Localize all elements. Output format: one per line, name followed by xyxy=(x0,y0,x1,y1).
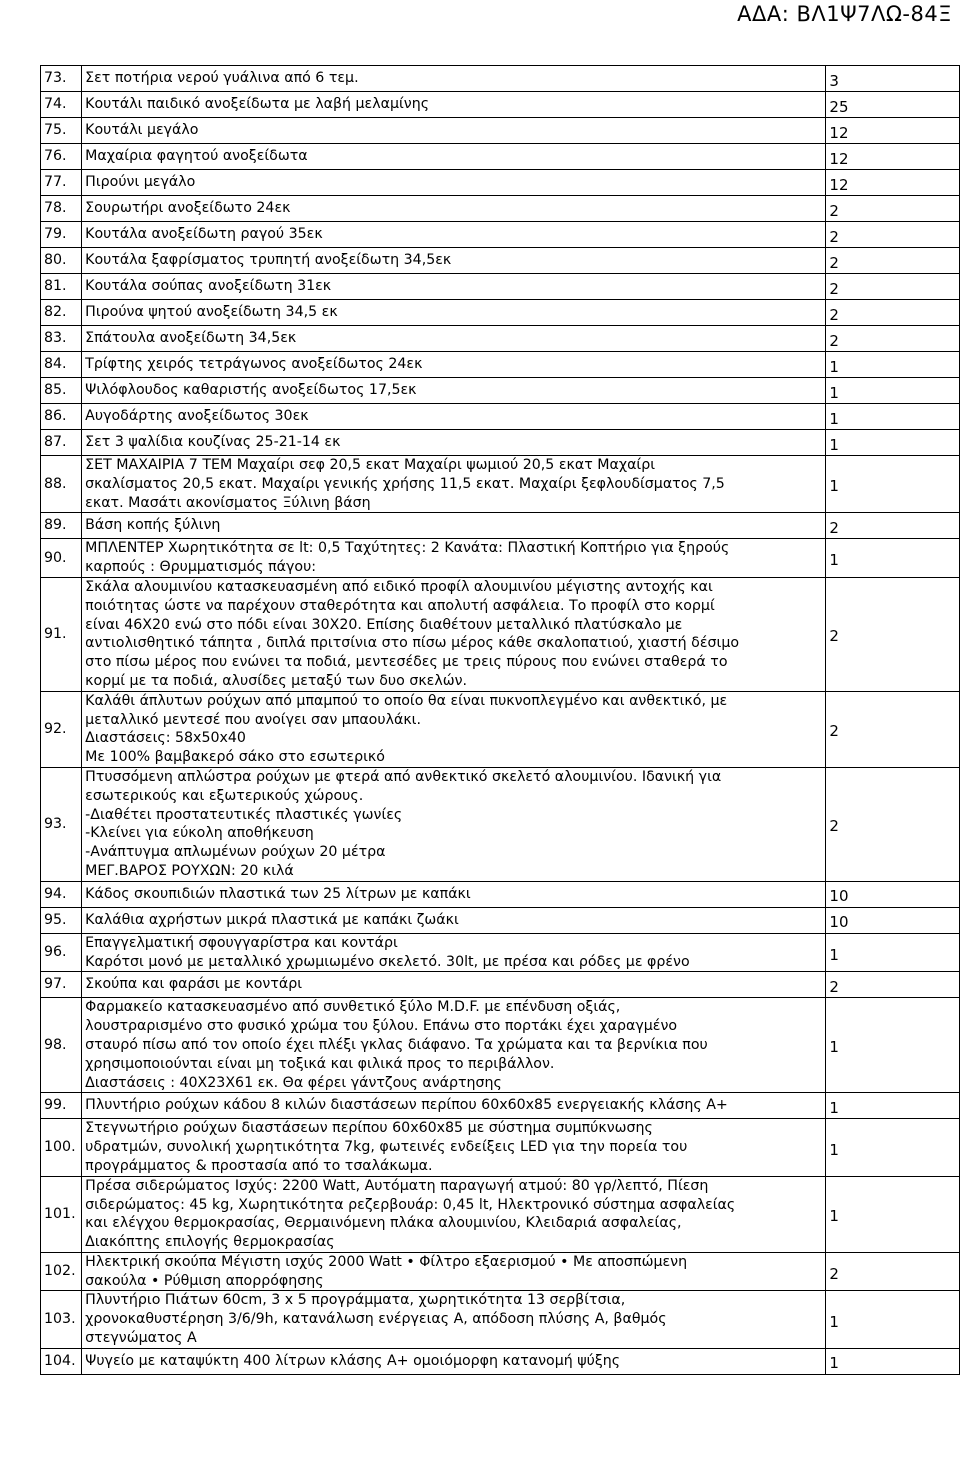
table-row xyxy=(41,1119,960,1176)
description-line: στο πίσω μέρος που ενώνει τα ποδιά, μεντεσέδες με τρεις πύρους που ενώνει σταθερά το xyxy=(85,654,728,671)
item-description xyxy=(82,248,826,274)
description-line: σκαλίσματος 20,5 εκατ. Μαχαίρι γενικής χρήσης 11,5 εκατ. Μαχαίρι ξεφλουδίσματος 7,5 xyxy=(85,475,725,492)
quantity-value: 12 xyxy=(829,123,849,142)
item-quantity xyxy=(826,1119,960,1176)
item-number: 82. xyxy=(41,300,82,326)
item-quantity xyxy=(826,92,960,118)
quantity-value: 2 xyxy=(829,305,839,324)
item-quantity xyxy=(826,881,960,907)
description-line: υδρατμών, συνολική χωρητικότητα 7kg, φωτεινές ενδείξεις LED για την πορεία του xyxy=(85,1139,688,1156)
quantity-value: 2 xyxy=(829,518,839,537)
description-line: καρπούς : Θρυμματισμός πάγου: xyxy=(85,559,317,576)
table-row xyxy=(41,430,960,456)
table-row xyxy=(41,577,960,691)
table-row xyxy=(41,513,960,539)
item-description xyxy=(82,972,826,998)
description-line: Φαρμακείο κατασκευασμένο από συνθετικό ξύλο M.D.F. με επένδυση οξιάς, xyxy=(85,999,621,1016)
table-row xyxy=(41,998,960,1093)
item-quantity xyxy=(826,300,960,326)
table-row xyxy=(41,144,960,170)
quantity-value: 2 xyxy=(829,253,839,272)
item-number: 85. xyxy=(41,378,82,404)
table-row xyxy=(41,539,960,578)
item-quantity xyxy=(826,118,960,144)
item-number: 99. xyxy=(41,1093,82,1119)
table-row xyxy=(41,378,960,404)
quantity-value: 1 xyxy=(829,1140,839,1159)
description-line: -Ανάπτυγμα απλωμένων ρούχων 20 μέτρα xyxy=(85,844,386,861)
item-description xyxy=(82,767,826,881)
quantity-value: 1 xyxy=(829,1312,839,1331)
item-number: 80. xyxy=(41,248,82,274)
item-description xyxy=(82,1176,826,1252)
item-number: 86. xyxy=(41,404,82,430)
quantity-value: 3 xyxy=(829,71,839,90)
description-line: μεταλλικό μεντεσέ που ανοίγει σαν μπαουλάκι. xyxy=(85,711,421,728)
table-row xyxy=(41,300,960,326)
item-description xyxy=(82,456,826,513)
quantity-value: 1 xyxy=(829,1354,839,1373)
item-quantity xyxy=(826,1291,960,1348)
quantity-value: 1 xyxy=(829,945,839,964)
item-description xyxy=(82,881,826,907)
description-line: Κουτάλι μεγάλο xyxy=(85,122,199,139)
description-line: και ελέγχου θερμοκρασίας, Θερμαινόμενη πλάκα αλουμινίου, Κλειδαριά ασφαλείας, xyxy=(85,1215,682,1232)
description-line: Διαστάσεις: 58x50x40 xyxy=(85,730,246,747)
description-line: σακούλα • Ρύθμιση απορρόφησης xyxy=(85,1272,324,1289)
quantity-value: 2 xyxy=(829,201,839,220)
table-row xyxy=(41,170,960,196)
ada-code: ΑΔΑ: ΒΛ1Ψ7ΛΩ-84Ξ xyxy=(737,2,952,26)
description-line: Κουτάλα ξαφρίσματος τρυπητή ανοξείδωτη 34,5εκ xyxy=(85,252,452,269)
description-line: Κουτάλα ανοξείδωτη ραγού 35εκ xyxy=(85,226,323,243)
item-quantity xyxy=(826,170,960,196)
item-description xyxy=(82,1093,826,1119)
table-row xyxy=(41,274,960,300)
quantity-value: 2 xyxy=(829,331,839,350)
description-line: κορμί με τα ποδιά, αλυσίδες μεταξύ των δυο σκελών. xyxy=(85,672,468,689)
table-row xyxy=(41,1176,960,1252)
item-quantity xyxy=(826,907,960,933)
item-number: 74. xyxy=(41,92,82,118)
item-description xyxy=(82,1119,826,1176)
description-line: Σπάτουλα ανοξείδωτη 34,5εκ xyxy=(85,330,297,347)
item-description xyxy=(82,92,826,118)
item-number: 98. xyxy=(41,998,82,1093)
item-quantity xyxy=(826,972,960,998)
quantity-value: 10 xyxy=(829,913,849,932)
description-line: Σκούπα και φαράσι με κοντάρι xyxy=(85,976,303,993)
items-table xyxy=(40,65,960,1375)
item-quantity xyxy=(826,326,960,352)
description-line: Πρέσα σιδερώματος Ισχύς: 2200 Watt, Αυτόματη παραγωγή ατμού: 80 γρ/λεπτό, Πίεση xyxy=(85,1177,709,1194)
description-line: Κουτάλα σούπας ανοξείδωτη 31εκ xyxy=(85,278,332,295)
description-line: αντιολισθητικό τάπητα , διπλά πριτσίνια στο πίσω μέρος κάθε σκαλοπατιού, χιαστή δέσιμο xyxy=(85,635,740,652)
item-quantity xyxy=(826,691,960,767)
item-quantity xyxy=(826,404,960,430)
item-number: 96. xyxy=(41,933,82,972)
item-description xyxy=(82,539,826,578)
item-number: 89. xyxy=(41,513,82,539)
description-line: ΣΕΤ ΜΑΧΑΙΡΙΑ 7 ΤΕΜ Μαχαίρι σεφ 20,5 εκατ Μαχαίρι ψωμιού 20,5 εκατ Μαχαίρι xyxy=(85,457,656,473)
item-description xyxy=(82,933,826,972)
table-row xyxy=(41,456,960,513)
quantity-value: 1 xyxy=(829,409,839,428)
description-line: Επαγγελματική σφουγγαρίστρα και κοντάρι xyxy=(85,934,398,951)
item-quantity xyxy=(826,1093,960,1119)
item-number: 73. xyxy=(41,66,82,92)
description-line: ποιότητας ώστε να παρέχουν σταθερότητα και απολυτή ασφάλεια. Το προφίλ στο κορμί xyxy=(85,597,715,614)
item-description xyxy=(82,1348,826,1374)
item-quantity xyxy=(826,66,960,92)
description-line: Ψυγείο με καταψύκτη 400 λίτρων κλάσης Α+ ομοιόμορφη κατανομή ψύξης xyxy=(85,1352,621,1369)
description-line: ΜΠΛΕΝΤΕΡ Χωρητικότητα σε lt: 0,5 Ταχύτητες: 2 Κανάτα: Πλαστική Κοπτήριο για ξηρούς xyxy=(85,540,730,557)
table-row xyxy=(41,118,960,144)
quantity-value: 1 xyxy=(829,1098,839,1117)
description-line: Κάδος σκουπιδιών πλαστικά των 25 λίτρων με καπάκι xyxy=(85,885,471,902)
item-quantity xyxy=(826,430,960,456)
table-row xyxy=(41,972,960,998)
item-number: 88. xyxy=(41,456,82,513)
item-description xyxy=(82,66,826,92)
quantity-value: 10 xyxy=(829,887,849,906)
table-row xyxy=(41,92,960,118)
description-line: Βάση κοπής ξύλινη xyxy=(85,517,221,534)
item-description xyxy=(82,352,826,378)
description-line: στεγνώματος A xyxy=(85,1330,197,1347)
quantity-value: 1 xyxy=(829,435,839,454)
item-number: 94. xyxy=(41,881,82,907)
item-quantity xyxy=(826,577,960,691)
item-description xyxy=(82,577,826,691)
item-quantity xyxy=(826,248,960,274)
quantity-value: 2 xyxy=(829,977,839,996)
item-number: 102. xyxy=(41,1252,82,1291)
quantity-value: 1 xyxy=(829,477,839,496)
description-line: Διαστάσεις : 40Χ23Χ61 εκ. Θα φέρει γάντζους ανάρτησης xyxy=(85,1074,502,1091)
table-row xyxy=(41,1291,960,1348)
description-line: Καλάθια αχρήστων μικρά πλαστικά με καπάκι ζωάκι xyxy=(85,911,459,928)
table-row xyxy=(41,248,960,274)
item-description xyxy=(82,1252,826,1291)
description-line: Τρίφτης χειρός τετράγωνος ανοξείδωτος 24εκ xyxy=(85,356,423,373)
item-quantity xyxy=(826,352,960,378)
description-line: ΜΕΓ.ΒΑΡΟΣ ΡΟΥΧΩΝ: 20 κιλά xyxy=(85,862,294,879)
description-line: -Κλείνει για εύκολη αποθήκευση xyxy=(85,825,314,842)
table-row xyxy=(41,767,960,881)
item-number: 90. xyxy=(41,539,82,578)
item-number: 75. xyxy=(41,118,82,144)
quantity-value: 1 xyxy=(829,1038,839,1057)
item-number: 104. xyxy=(41,1348,82,1374)
item-quantity xyxy=(826,998,960,1093)
item-number: 95. xyxy=(41,907,82,933)
table-row xyxy=(41,691,960,767)
table-row xyxy=(41,1093,960,1119)
quantity-value: 1 xyxy=(829,383,839,402)
description-line: Κουτάλι παιδικό ανοξείδωτα με λαβή μελαμίνης xyxy=(85,96,430,113)
description-line: Πιρούνα ψητού ανοξείδωτη 34,5 εκ xyxy=(85,304,338,321)
item-description xyxy=(82,144,826,170)
item-description xyxy=(82,1291,826,1348)
item-quantity xyxy=(826,1348,960,1374)
quantity-value: 1 xyxy=(829,1207,839,1226)
quantity-value: 2 xyxy=(829,227,839,246)
item-number: 78. xyxy=(41,196,82,222)
item-number: 91. xyxy=(41,577,82,691)
quantity-value: 2 xyxy=(829,722,839,741)
description-line: Σκάλα αλουμινίου κατασκευασμένη από ειδικό προφίλ αλουμινίου μέγιστης αντοχής και xyxy=(85,578,713,595)
description-line: Μαχαίρια φαγητού ανοξείδωτα xyxy=(85,148,308,165)
description-line: σταυρό πίσω από τον οποίο έχει πλέξι γκλας διάφανο. Τα χρώματα και τα βερνίκια που xyxy=(85,1036,708,1053)
item-description xyxy=(82,404,826,430)
item-number: 97. xyxy=(41,972,82,998)
description-line: σιδερώματος: 45 kg, Χωρητικότητα ρεζερβουάρ: 0,45 lt, Ηλεκτρονικό σύστημα ασφαλείας xyxy=(85,1196,736,1213)
table-row xyxy=(41,933,960,972)
description-line: χρονοκαθυστέρηση 3/6/9h, κατανάλωση ενέργειας A, απόδοση πλύσης A, βαθμός xyxy=(85,1311,667,1328)
item-quantity xyxy=(826,539,960,578)
item-description xyxy=(82,274,826,300)
item-number: 93. xyxy=(41,767,82,881)
description-line: Αυγοδάρτης ανοξείδωτος 30εκ xyxy=(85,408,309,425)
item-quantity xyxy=(826,1176,960,1252)
quantity-value: 2 xyxy=(829,817,839,836)
item-number: 103. xyxy=(41,1291,82,1348)
items-table-body xyxy=(41,66,960,1375)
item-description xyxy=(82,222,826,248)
item-number: 83. xyxy=(41,326,82,352)
quantity-value: 2 xyxy=(829,627,839,646)
item-quantity xyxy=(826,513,960,539)
quantity-value: 25 xyxy=(829,97,849,116)
description-line: Στεγνωτήριο ρούχων διαστάσεων περίπου 60x60x85 με σύστημα συμπύκνωσης xyxy=(85,1120,653,1137)
item-number: 100. xyxy=(41,1119,82,1176)
item-description xyxy=(82,326,826,352)
item-description xyxy=(82,430,826,456)
item-description xyxy=(82,907,826,933)
description-line: Ψιλόφλουδος καθαριστής ανοξείδωτος 17,5εκ xyxy=(85,382,417,399)
item-number: 92. xyxy=(41,691,82,767)
item-description xyxy=(82,118,826,144)
item-quantity xyxy=(826,767,960,881)
item-number: 84. xyxy=(41,352,82,378)
description-line: χρησιμοποιούνται είναι μη τοξικά και φιλικά προς το περιβάλλον. xyxy=(85,1055,555,1072)
table-row xyxy=(41,1348,960,1374)
table-row xyxy=(41,352,960,378)
item-description xyxy=(82,300,826,326)
item-description xyxy=(82,196,826,222)
table-row xyxy=(41,222,960,248)
description-line: Με 100% βαμβακερό σάκο στο εσωτερικό xyxy=(85,749,385,766)
description-line: Σουρωτήρι ανοξείδωτο 24εκ xyxy=(85,200,291,217)
table-row xyxy=(41,1252,960,1291)
description-line: Καρότσι μονό με μεταλλικό χρωμιωμένο σκελετό. 30lt, με πρέσα και ρόδες με φρένο xyxy=(85,953,690,970)
item-description xyxy=(82,170,826,196)
description-line: Πιρούνι μεγάλο xyxy=(85,174,196,191)
item-quantity xyxy=(826,144,960,170)
description-line: λουστραρισμένο στο φυσικό χρώμα του ξύλου. Επάνω στο πορτάκι έχει χαραγμένο xyxy=(85,1018,678,1035)
description-line: Καλάθι άπλυτων ρούχων από μπαμπού το οποίο θα είναι πυκνοπλεγμένο και ανθεκτικό, με xyxy=(85,692,728,709)
description-line: Πλυντήριο ρούχων κάδου 8 κιλών διαστάσεων περίπου 60x60x85 ενεργειακής κλάσης Α+ xyxy=(85,1097,728,1114)
item-description xyxy=(82,691,826,767)
description-line: Πλυντήριο Πιάτων 60cm, 3 x 5 προγράμματα, χωρητικότητα 13 σερβίτσια, xyxy=(85,1292,626,1309)
item-number: 76. xyxy=(41,144,82,170)
quantity-value: 12 xyxy=(829,175,849,194)
description-line: -Διαθέτει προστατευτικές πλαστικές γωνίες xyxy=(85,806,403,823)
description-line: εσωτερικούς και εξωτερικούς χώρους. xyxy=(85,787,364,804)
table-row xyxy=(41,404,960,430)
description-line: Σετ ποτήρια νερού γυάλινα από 6 τεμ. xyxy=(85,70,359,87)
item-quantity xyxy=(826,456,960,513)
table-row xyxy=(41,907,960,933)
description-line: Διακόπτης επιλογής θερμοκρασίας xyxy=(85,1234,335,1251)
description-line: Ηλεκτρική σκούπα Μέγιστη ισχύς 2000 Watt • Φίλτρο εξαερισμού • Με αποσπώμενη xyxy=(85,1253,688,1270)
description-line: εκατ. Μασάτι ακονίσματος Ξύλινη βάση xyxy=(85,494,371,511)
quantity-value: 1 xyxy=(829,551,839,570)
table-row xyxy=(41,326,960,352)
item-quantity xyxy=(826,222,960,248)
item-number: 81. xyxy=(41,274,82,300)
item-number: 79. xyxy=(41,222,82,248)
item-description xyxy=(82,998,826,1093)
table-row xyxy=(41,66,960,92)
item-quantity xyxy=(826,196,960,222)
quantity-value: 12 xyxy=(829,149,849,168)
description-line: είναι 46Χ20 ενώ στο πόδι είναι 30Χ20. Επίσης διαθέτουν μεταλλικό πλατύσκαλο με xyxy=(85,616,683,633)
quantity-value: 1 xyxy=(829,357,839,376)
quantity-value: 2 xyxy=(829,1264,839,1283)
item-number: 77. xyxy=(41,170,82,196)
item-number: 87. xyxy=(41,430,82,456)
table-row xyxy=(41,881,960,907)
quantity-value: 2 xyxy=(829,279,839,298)
item-quantity xyxy=(826,933,960,972)
description-line: Σετ 3 ψαλίδια κουζίνας 25-21-14 εκ xyxy=(85,434,341,451)
item-quantity xyxy=(826,274,960,300)
item-quantity xyxy=(826,1252,960,1291)
item-number: 101. xyxy=(41,1176,82,1252)
table-row xyxy=(41,196,960,222)
item-quantity xyxy=(826,378,960,404)
item-description xyxy=(82,513,826,539)
description-line: προγράμματος & προστασία από το τσαλάκωμα. xyxy=(85,1157,433,1174)
item-description xyxy=(82,378,826,404)
description-line: Πτυσσόμενη απλώστρα ρούχων με φτερά από ανθεκτικό σκελετό αλουμινίου. Ιδανική για xyxy=(85,768,722,785)
